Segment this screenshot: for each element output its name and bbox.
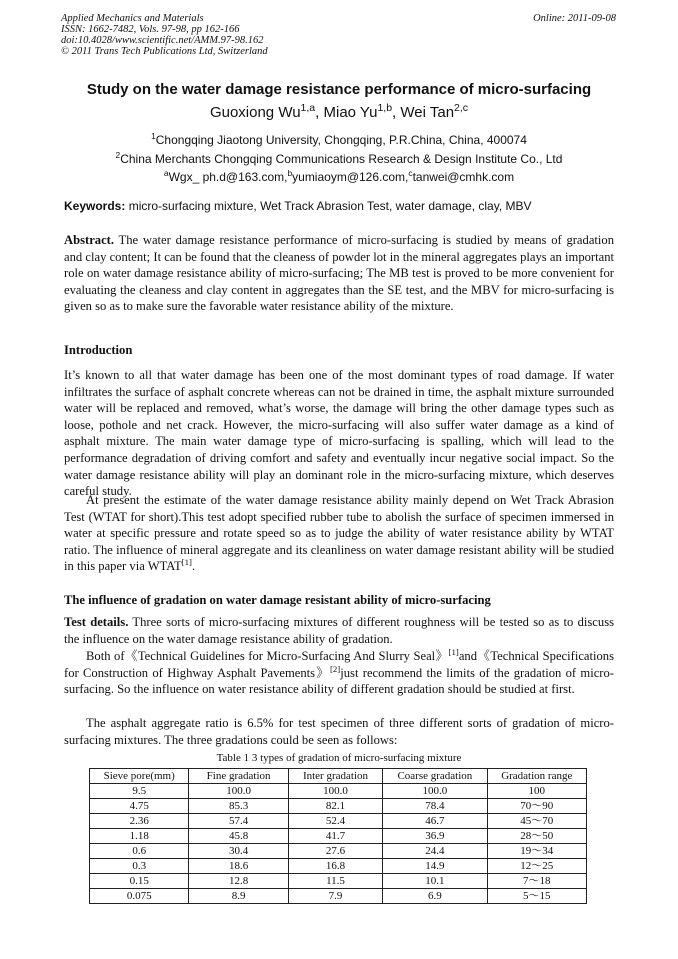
table-cell: 5～15 bbox=[487, 889, 586, 904]
table-cell: 27.6 bbox=[288, 844, 382, 859]
table-cell: 30.4 bbox=[189, 844, 288, 859]
doi-line: doi:10.4028/www.scientific.net/AMM.97-98.162 bbox=[61, 35, 264, 46]
table-cell: 82.1 bbox=[288, 799, 382, 814]
journal-name: Applied Mechanics and Materials bbox=[61, 13, 204, 24]
author-list: Guoxiong Wu$^{1,a}$, Miao Yu$^{1,b}$, Wei Tan$^{2,c}$ bbox=[209, 102, 469, 121]
column-header: Gradation range bbox=[487, 769, 586, 784]
affiliation-1: $^1$Chongqing Jiaotong University, Chongqing, P.R.China, China, 400074 bbox=[151, 131, 527, 147]
column-header: Sieve pore(mm) bbox=[90, 769, 189, 784]
author-sup: 1,b bbox=[377, 102, 393, 114]
author-sup: 1,a bbox=[300, 102, 316, 114]
table-cell: 24.4 bbox=[383, 844, 487, 859]
table-cell: 18.6 bbox=[189, 859, 288, 874]
table-cell: 7.9 bbox=[288, 889, 382, 904]
affiliation-2: $^2$China Merchants Chongqing Communications Research & Design Institute Co., Ltd bbox=[115, 150, 563, 166]
paper-title: Study on the water damage resistance performance of micro-surfacing bbox=[86, 81, 592, 98]
intro-paragraph-1: It’s known to all that water damage has been one of the most dominant types of road damage. If water infiltrates the surface of asphalt concrete whereas can not be drained in time, the asphalt mixture surrounded water will be replaced and removed, what’s worse, the damage will bring the other damage types such as loose, pothole and net crack. However, the micro-surfacing will also suffer water damage as a kind of asphalt mixture. The main water damage type of micro-surfacing is spalling, which will lead to the performance degradation of driving comfort and safety and eventually incur negative social impact. So the water damage resistance ability will play an dominant role in the micro-surfacing mixture, which deserves careful study. bbox=[64, 368, 614, 499]
table-cell: 1.18 bbox=[90, 829, 189, 844]
abstract-label: Abstract. bbox=[64, 233, 115, 247]
table-cell: 0.15 bbox=[90, 874, 189, 889]
table-cell: 12～25 bbox=[487, 859, 586, 874]
table-row bbox=[90, 874, 587, 889]
author-name: Guoxiong Wu bbox=[209, 104, 301, 121]
table-row bbox=[90, 829, 587, 844]
table-cell: 0.3 bbox=[90, 859, 189, 874]
issn-line: ISSN: 1662-7482, Vols. 97-98, pp 162-166 bbox=[61, 24, 240, 35]
table-cell: 100.0 bbox=[189, 784, 288, 799]
email-link[interactable]: tanwei@cmhk.com bbox=[412, 170, 515, 184]
table-header-row bbox=[90, 769, 587, 784]
table-cell: 11.5 bbox=[288, 874, 382, 889]
table-cell: 2.36 bbox=[90, 814, 189, 829]
table-cell: 85.3 bbox=[189, 799, 288, 814]
citation: [1] bbox=[448, 646, 459, 657]
table-cell: 19～34 bbox=[487, 844, 586, 859]
table-cell: 36.9 bbox=[383, 829, 487, 844]
journal-header bbox=[61, 13, 616, 57]
table-cell: 28～50 bbox=[487, 829, 586, 844]
table-cell: 45～70 bbox=[487, 814, 586, 829]
table-cell: 16.8 bbox=[288, 859, 382, 874]
email-link[interactable]: Wgx_ ph.d@163.com, bbox=[168, 170, 288, 184]
table-row bbox=[90, 814, 587, 829]
guidelines-paragraph: Both of《Technical Guidelines for Micro-Surfacing And Slurry Seal》[1]and《Technical Specifications for Construction of Highway Asphalt Pavements》[2]just recommend the limits of the gradation of micro-surfacing. So the influence on water resistance ability of different gradation should be studied at first. bbox=[64, 646, 614, 697]
table-cell: 4.75 bbox=[90, 799, 189, 814]
table-cell: 57.4 bbox=[189, 814, 288, 829]
section-heading-introduction: Introduction bbox=[64, 343, 133, 357]
keywords-text: micro-surfacing mixture, Wet Track Abrasion Test, water damage, clay, MBV bbox=[128, 199, 532, 213]
keywords bbox=[64, 199, 624, 213]
section-heading-gradation: The influence of gradation on water damage resistant ability of micro-surfacing bbox=[64, 593, 491, 607]
table-row bbox=[90, 784, 587, 799]
asphalt-ratio-paragraph: The asphalt aggregate ratio is 6.5% for test specimen of three different sorts of gradation of micro-surfacing mixtures. The three gradations could be seen as follows: bbox=[64, 716, 614, 747]
table-cell: 100 bbox=[487, 784, 586, 799]
online-date: Online: 2011-09-08 bbox=[533, 13, 616, 24]
test-details-label: Test details. bbox=[64, 615, 129, 629]
table-cell: 100.0 bbox=[288, 784, 382, 799]
table-cell: 52.4 bbox=[288, 814, 382, 829]
table-row bbox=[90, 889, 587, 904]
table-row bbox=[90, 799, 587, 814]
citation: [2] bbox=[329, 663, 341, 674]
citation: [1] bbox=[181, 557, 192, 568]
table-caption: Table 1 3 types of gradation of micro-surfacing mixture bbox=[216, 752, 462, 764]
table-cell: 78.4 bbox=[383, 799, 487, 814]
abstract-text: The water damage resistance performance of micro-surfacing is studied by means of gradation and clay content; It can be found that the cleaness of powder lot in the mineral aggregates plays an important role on water damage resistance ability of micro-surfacing; The MB test is proved to be more convenient for evaluating the cleaness and clay content in aggregates than the SE test, and the MBV for micro-surfacing is given so as to make sure the favorable water resistance ability of the mixture. bbox=[64, 233, 615, 314]
table-cell: 0.6 bbox=[90, 844, 189, 859]
table-cell: 100.0 bbox=[383, 784, 487, 799]
abstract bbox=[64, 232, 614, 315]
table-cell: 10.1 bbox=[383, 874, 487, 889]
table-cell: 6.9 bbox=[383, 889, 487, 904]
intro-paragraph-2: At present the estimate of the water damage resistance ability mainly depend on Wet Track Abrasion Test (WTAT for short).This test adopt specified rubber tube to abolish the surface of specimen immersed in water at specific pressure and rotate speed so as to judge the ability of water resistance ability by WTAT ratio. The influence of mineral aggregate and its cleanliness on water damage resistant ability will be studied in this paper via WTAT[1]. bbox=[64, 493, 614, 574]
column-header: Fine gradation bbox=[189, 769, 288, 784]
table-row bbox=[90, 844, 587, 859]
table-cell: 8.9 bbox=[189, 889, 288, 904]
table-cell: 41.7 bbox=[288, 829, 382, 844]
gradation-table bbox=[89, 768, 587, 904]
column-header: Inter gradation bbox=[288, 769, 382, 784]
keywords-label: Keywords: bbox=[64, 199, 126, 213]
table-cell: 7～18 bbox=[487, 874, 586, 889]
email-link[interactable]: yumiaoym@126.com, bbox=[292, 170, 409, 184]
author-emails: $^a$Wgx_ ph.d@163.com,$^b$yumiaoym@126.com,$^c$tanwei@cmhk.com bbox=[163, 168, 515, 184]
column-header: Coarse gradation bbox=[383, 769, 487, 784]
table-cell: 45.8 bbox=[189, 829, 288, 844]
table-cell: 0.075 bbox=[90, 889, 189, 904]
author-sup: 2,c bbox=[454, 102, 469, 114]
author-name: Miao Yu bbox=[323, 104, 378, 121]
table-row bbox=[90, 859, 587, 874]
test-details-paragraph: Test details. Three sorts of micro-surfacing mixtures of different roughness will be tested so as to discuss the influence on the water damage resistance ability of gradation. bbox=[64, 615, 614, 646]
author-name: Wei Tan bbox=[400, 104, 455, 121]
table-cell: 70～90 bbox=[487, 799, 586, 814]
table-cell: 9.5 bbox=[90, 784, 189, 799]
table-cell: 46.7 bbox=[383, 814, 487, 829]
table-cell: 12.8 bbox=[189, 874, 288, 889]
table-cell: 14.9 bbox=[383, 859, 487, 874]
copyright-line: © 2011 Trans Tech Publications Ltd, Switzerland bbox=[61, 46, 268, 57]
